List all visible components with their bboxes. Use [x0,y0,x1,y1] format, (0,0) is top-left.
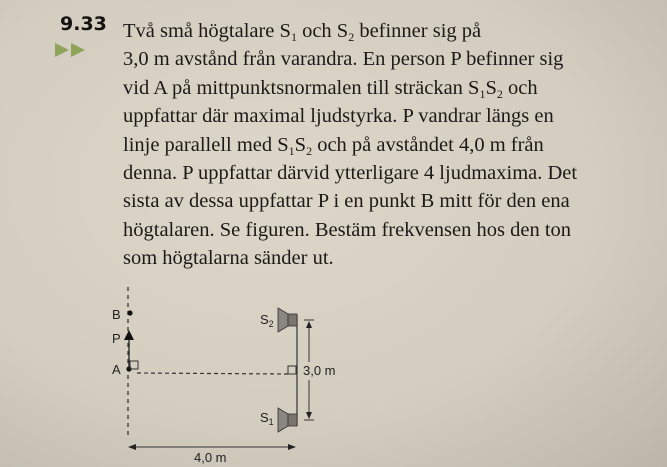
point-b [127,310,132,315]
text-segment: som högtalarna sänder ut. [123,247,334,270]
label-speaker-distance: 3,0 m [303,363,336,378]
subscript: 2 [348,30,355,44]
text-segment: linje parallell med S [123,133,289,156]
speaker-s1-icon [278,408,297,432]
label-s2: $S_2$ [260,312,274,329]
text-segment: sista av dessa uppfattar P i en punkt B mitt för den ena [123,190,570,213]
subscript: 1 [479,86,486,101]
subscript: 2 [306,143,313,158]
perpendicular-bisector [137,373,288,374]
problem-number: 9.33 [60,13,107,35]
text-segment: och S [296,20,349,42]
subscript: 1 [290,30,297,44]
speaker-s2-icon [278,308,297,332]
label-walk-distance: 4,0 m [194,450,227,465]
right-angle-mid [288,366,296,374]
text-segment: S [485,76,497,99]
subscript: 1 [288,143,295,158]
label-b: B [112,307,121,322]
text-segment: befinner sig på [354,20,482,42]
text-segment: S [294,133,307,156]
text-segment: 3,0 m avstånd från varandra. En person P befinner sig [123,48,564,71]
person-p-marker [124,330,134,340]
text-segment: och [502,76,538,99]
label-s1: $S_1$ [260,410,274,427]
text-segment: vid A på mittpunktsnormalen till sträckan S [123,76,480,99]
text-segment: och på avståndet 4,0 m från [312,133,544,156]
text-segment: uppfattar där maximal ljudstyrka. P vandrar längs en [123,105,554,128]
text-segment: Två små högtalare S [123,20,291,42]
label-a: A [112,362,121,377]
label-p: P [112,331,121,346]
subscript: 2 [496,86,503,101]
text-segment: högtalaren. Se figuren. Bestäm frekvensen hos den ton [123,218,572,241]
text-segment: denna. P uppfattar därvid ytterligare 4 ljudmaxima. Det [123,162,578,185]
